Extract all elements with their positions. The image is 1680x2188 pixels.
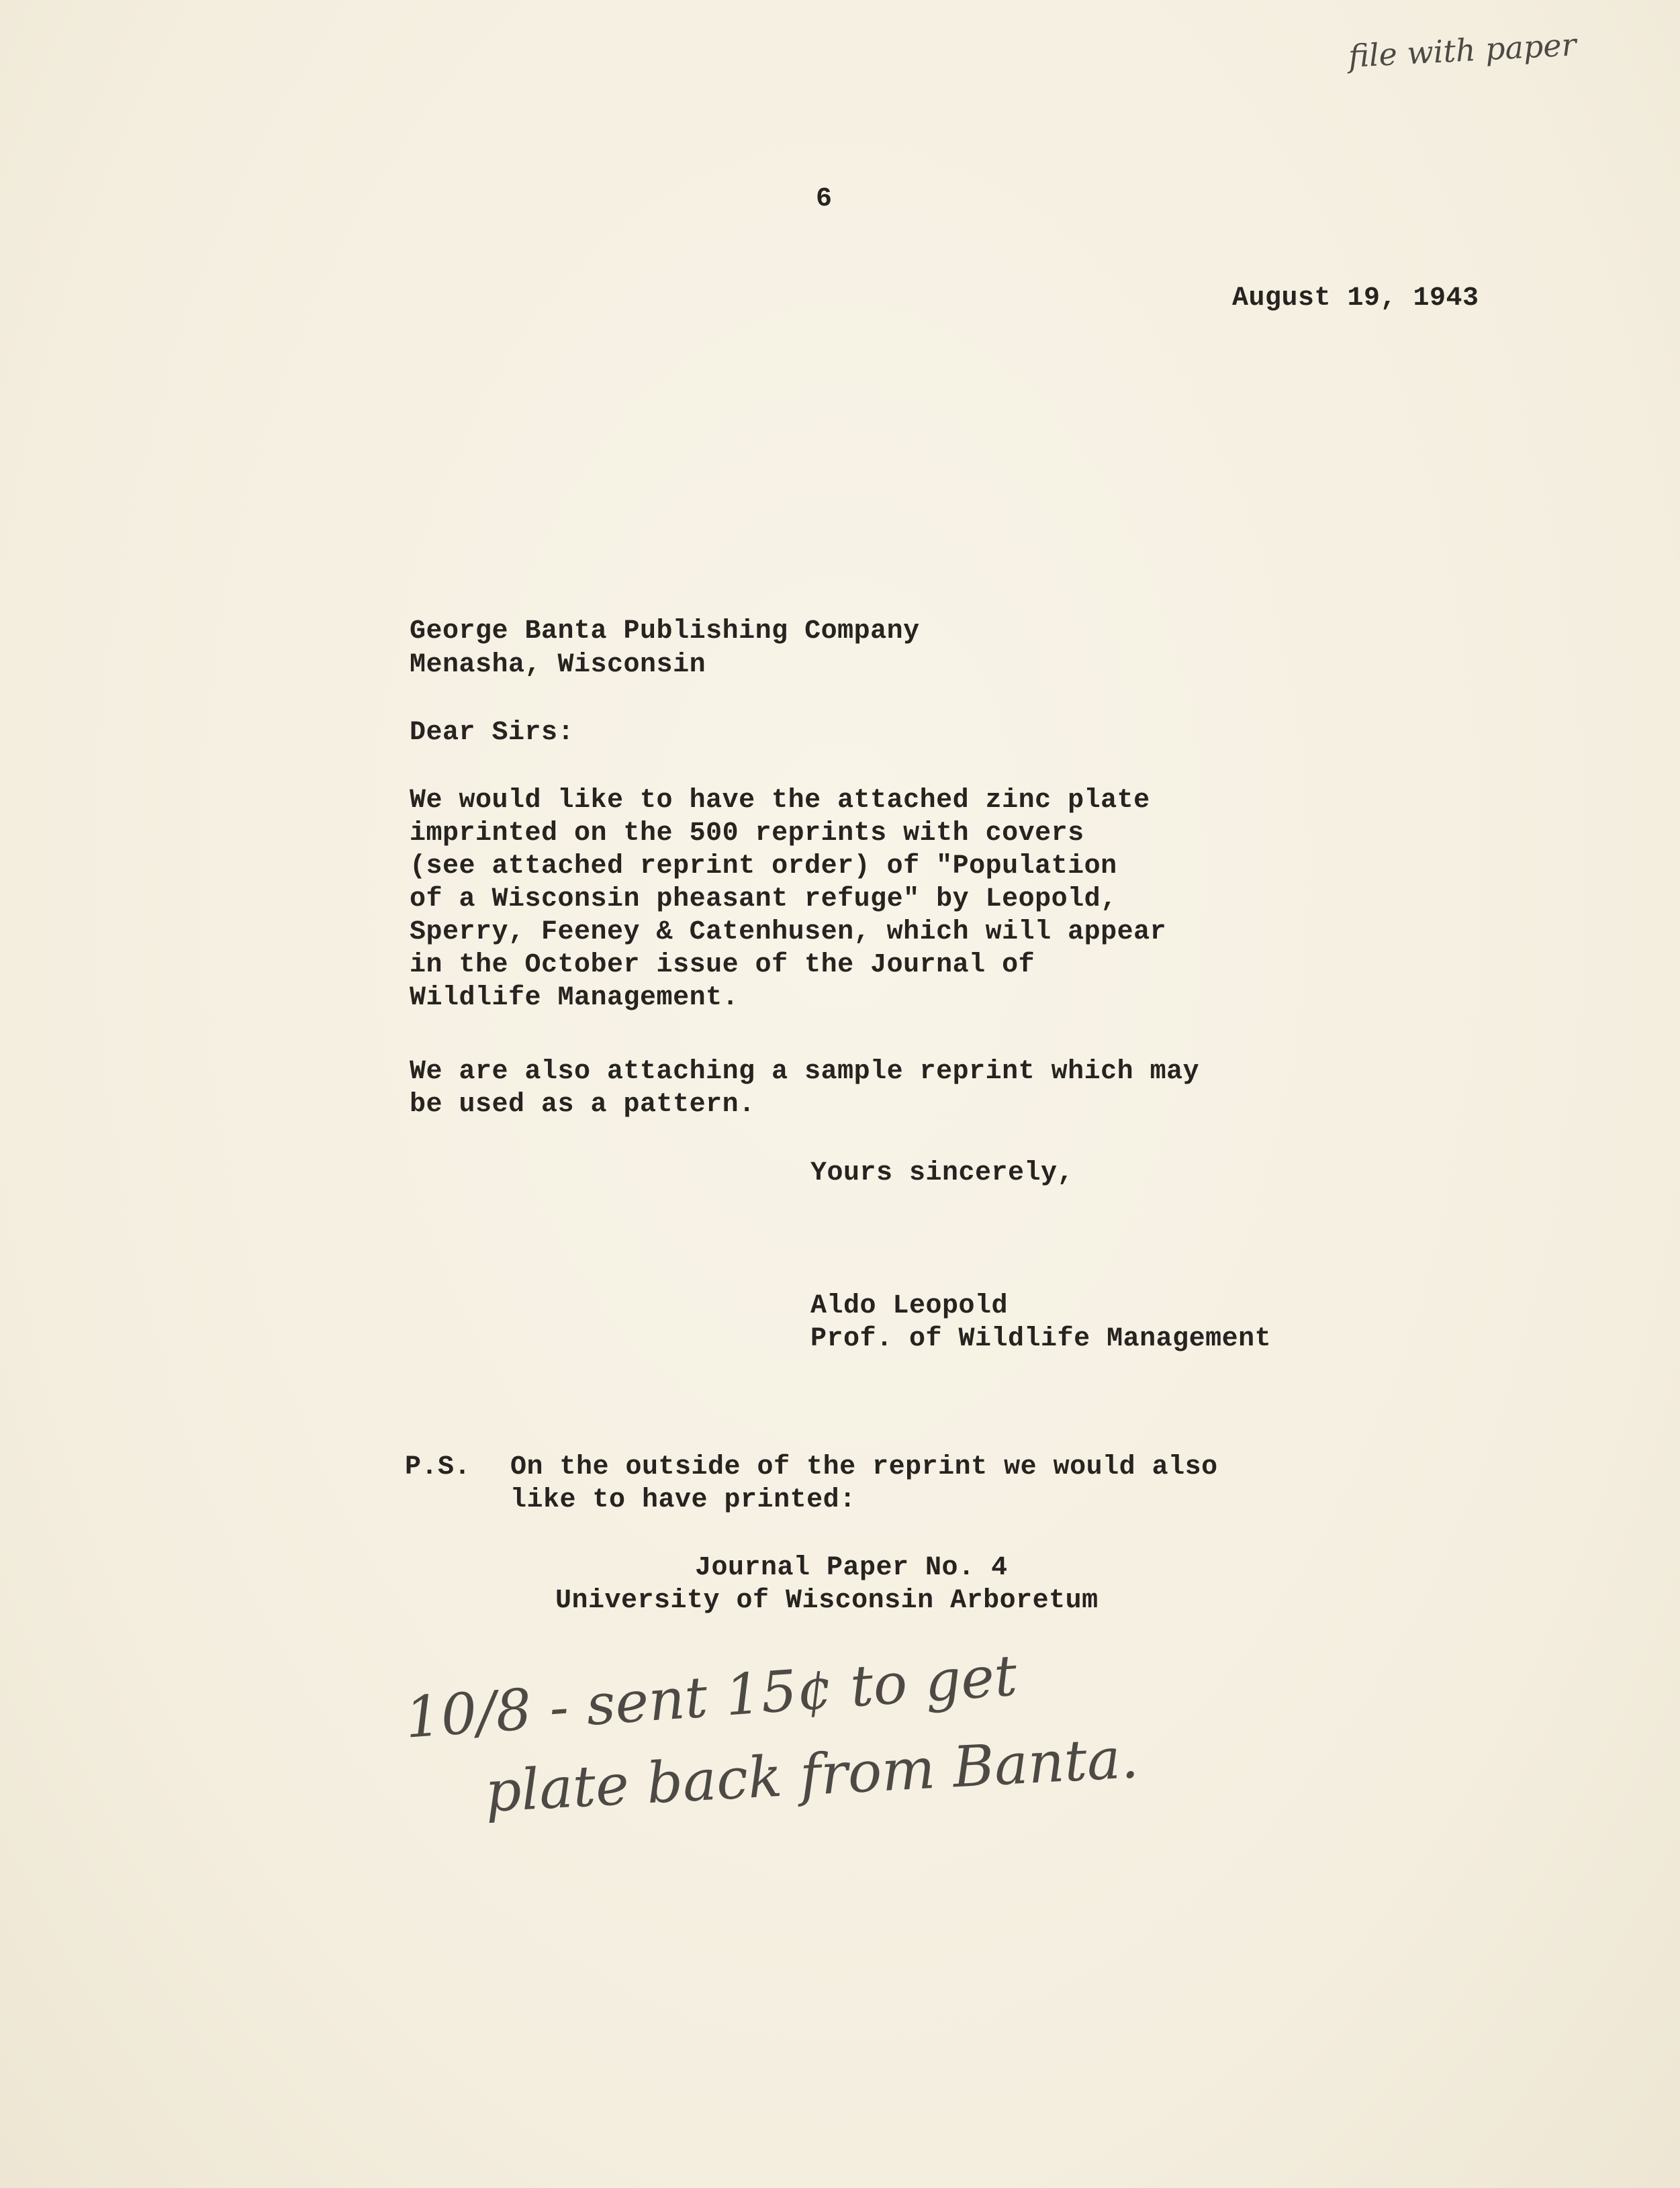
handwritten-file-note: file with paper	[1347, 26, 1577, 75]
recipient-location: Menasha, Wisconsin	[410, 650, 706, 680]
recipient-name: George Banta Publishing Company	[410, 616, 920, 647]
page-number: 6	[816, 184, 833, 214]
postscript-text: On the outside of the reprint we would also like to have printed:	[510, 1452, 1218, 1515]
letter-date: August 19, 1943	[1232, 283, 1479, 314]
signature-name: Aldo Leopold	[810, 1291, 1009, 1321]
body-paragraph-1: We would like to have the attached zinc plate imprinted on the 500 reprints with covers (see attached reprint order) of "Population of a Wisconsin pheasant refuge" by Leopold, Sperry, Feeney & Catenhusen, which will appear in the October issue of the Journal of Wildlife Management.	[410, 786, 1167, 1013]
closing: Yours sincerely,	[810, 1158, 1074, 1188]
postscript-journal-line: Journal Paper No. 4	[695, 1553, 1008, 1583]
postscript-label: P.S.	[405, 1452, 471, 1482]
body-paragraph-2: We are also attaching a sample reprint which may be used as a pattern.	[410, 1057, 1200, 1120]
salutation: Dear Sirs:	[410, 718, 575, 748]
signature-title: Prof. of Wildlife Management	[810, 1324, 1272, 1354]
handwritten-note-line-1: 10/8 - sent 15¢ to get	[403, 1642, 1019, 1751]
handwritten-note-line-2: plate back from Banta.	[483, 1725, 1140, 1825]
postscript-arboretum-line: University of Wisconsin Arboretum	[555, 1586, 1099, 1616]
